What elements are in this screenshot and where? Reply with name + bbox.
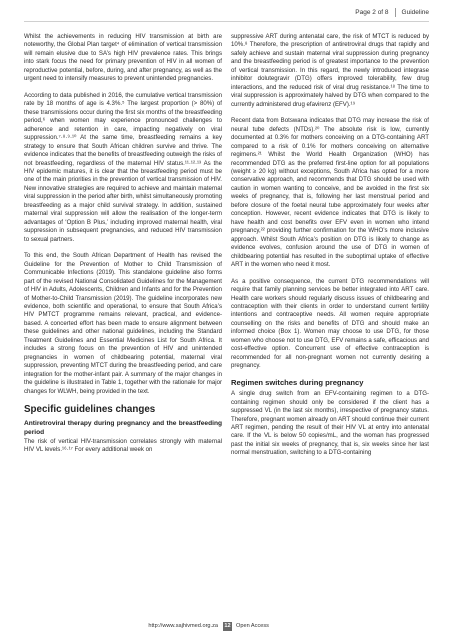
section-label: Guideline <box>401 8 429 16</box>
paragraph: As a positive consequence, the current DTG recommendations will require that family planning services be better integrated into ART care. Health care workers should regularly discuss issues of childbearing and contraception with their clients in order to understand current fertility intentions and contraceptive needs. All women require appropriate counselling on the risks and benefits of DTG and should make an informed choice (Box 1). Women may choose to use DTG, for those women who choose not to use DTG, EFV remains a safe, efficacious and cost-effective option. Concurrent use of effective contraception is recommended for all non-pregnant women not currently desiring a pregnancy. <box>231 277 429 370</box>
subsection-heading: Antiretroviral therapy during pregnancy and the breastfeeding period <box>24 420 222 436</box>
open-access-label: Open Access <box>236 623 269 629</box>
paragraph: suppressive ART during antenatal care, the risk of MTCT is reduced by 10%.⁸ Therefore, the prescription of antiretroviral drugs that rapidly and safely achieve and sustain maternal viral suppression during pregnancy and the breastfeeding period is of greatest importance to the prevention of vertical transmission. In this regard, the newly introduced integrase inhibitor dolutegravir (DTG) offers improved tolerability, few drug interactions, and the reduced risk of viral drug resistance.¹⁸ The time to viral suppression is approximately halved by DTG when compared to the currently administered drug efavirenz (EFV).¹⁹ <box>231 33 429 108</box>
page-indicator: Page 2 of 8 <box>355 8 389 16</box>
left-column <box>24 33 222 463</box>
journal-url-link[interactable]: http://www.sajhivmed.org.za <box>148 623 218 629</box>
page-number: 12 <box>224 623 231 629</box>
section-heading: Specific guidelines changes <box>24 404 156 416</box>
header-divider <box>395 8 396 17</box>
paragraph: According to data published in 2016, the cumulative vertical transmission rate by 18 months of age is 4.3%.⁵ The largest proportion (> 80%) of these transmissions occur during the first six months of the breastfeeding period,⁶ when women may experience pronounced challenges to adherence and retention in care, impacting negatively on viral suppression.⁷·⁸·⁹·¹⁰ At the same time, breastfeeding remains a key strategy to ensure that South African children survive and thrive. The evidence indicates that the benefits of breastfeeding outweigh the risks of not breastfeeding, regardless of the maternal HIV status.¹¹·¹²·¹³ As the HIV epidemic matures, it is clear that the breastfeeding period must be one of the main priorities in the prevention of vertical transmission of HIV. New innovative strategies are required to achieve and maintain maternal viral suppression in the period after birth, whilst simultaneously promoting breastfeeding as a major child survival strategy. In addition, sustained maternal viral suppression will allow the realisation of the longer-term advantages of ‘Option B Plus,’ including improved maternal health, viral suppression in subsequent pregnancies, and reduced HIV transmission to sexual partners. <box>24 91 222 243</box>
paragraph: Recent data from Botswana indicates that DTG may increase the risk of neural tube defects (NTDs).²⁰ The absolute risk is low, currently documented at 0.3% for mothers conceiving on a DTG-containing ART compared to a risk of 0.1% for mothers conceiving on alternative regimens.²¹ Whilst the World Health Organization (WHO) has recommended DTG as the preferred first-line option for all populations (weight ≥ 20 kg) without exceptions, South Africa has opted for a more conservative approach, and recommends that DTG should be used with caution in women wanting to conceive, and be avoided in the first six weeks of pregnancy, that is, following her last menstrual period and before closure of the foetal neural tube approximately four weeks after conception. However, recent evidence indicates that DTG is likely to have health and cost benefits over EFV even in women who intend pregnancy,²² providing further confirmation for the WHO’s more inclusive approach. Whilst South Africa’s position on DTG is likely to change as evidence evolves, confusion around the use of DTG in women of childbearing potential has resulted in the suboptimal uptake of effective ART in the women who need it most. <box>231 117 429 268</box>
page-footer <box>0 622 453 632</box>
page-header <box>355 7 429 17</box>
paragraph: Whilst the achievements in reducing HIV transmission at birth are noteworthy, the Global Plan target⁴ of elimination of vertical transmission will remain elusive due to SA’s high HIV prevalence rates. This brings into stark focus the need for primary prevention of HIV in all women of reproductive potential, before, during, and after pregnancy, as well as the urgent need to intensify measures to prevent unintended pregnancies. <box>24 33 222 83</box>
paragraph: The risk of vertical HIV-transmission correlates strongly with maternal HIV VL levels.¹⁶·¹⁷ For every additional week on <box>24 437 222 454</box>
paragraph: A single drug switch from an EFV-containing regimen to a DTG-containing regimen should only be considered if the client has a suppressed VL (in the last six months), irrespective of pregnancy status. Therefore, pregnant women already on ART should continue their current ART regimen, pending the result of their HIV VL at entry into antenatal care. If the VL is below 50 copies/mL, and the woman has progressed past the initial six weeks of pregnancy, that is, six weeks since her last normal menstruation, switching to a DTG-containing <box>231 390 429 457</box>
subsection-heading: Regimen switches during pregnancy <box>231 377 364 387</box>
right-column <box>231 33 429 466</box>
header-rule <box>24 21 429 22</box>
paragraph: To this end, the South African Department of Health has revised the Guideline for the Prevention of Mother to Child Transmission of Communicable Infections (2019). This standalone guideline also forms part of the revised National Consolidated Guidelines for the Management of HIV in Adults, Adolescents, Children and Infants and for the Prevention of Mother-to-Child Transmission (2019). The guideline incorporates new evidence, both scientific and operational, to ensure that South Africa’s HIV PMTCT programme remains relevant, practical, and evidence-based. A concerted effort has been made to ensure alignment between these guidelines and other national guidelines, including the Standard Treatment Guidelines and Essential Medicines List for South Africa. It includes a strong focus on the prevention of HIV and unintended pregnancies in women of childbearing potential, maternal viral suppression, preventing MTCT during the breastfeeding period, and care integration for the mother-infant pair. A summary of the major changes in the guideline is illustrated in Table 1, together with the rationale for major changes for WLWH, being provided in the text. <box>24 252 222 395</box>
